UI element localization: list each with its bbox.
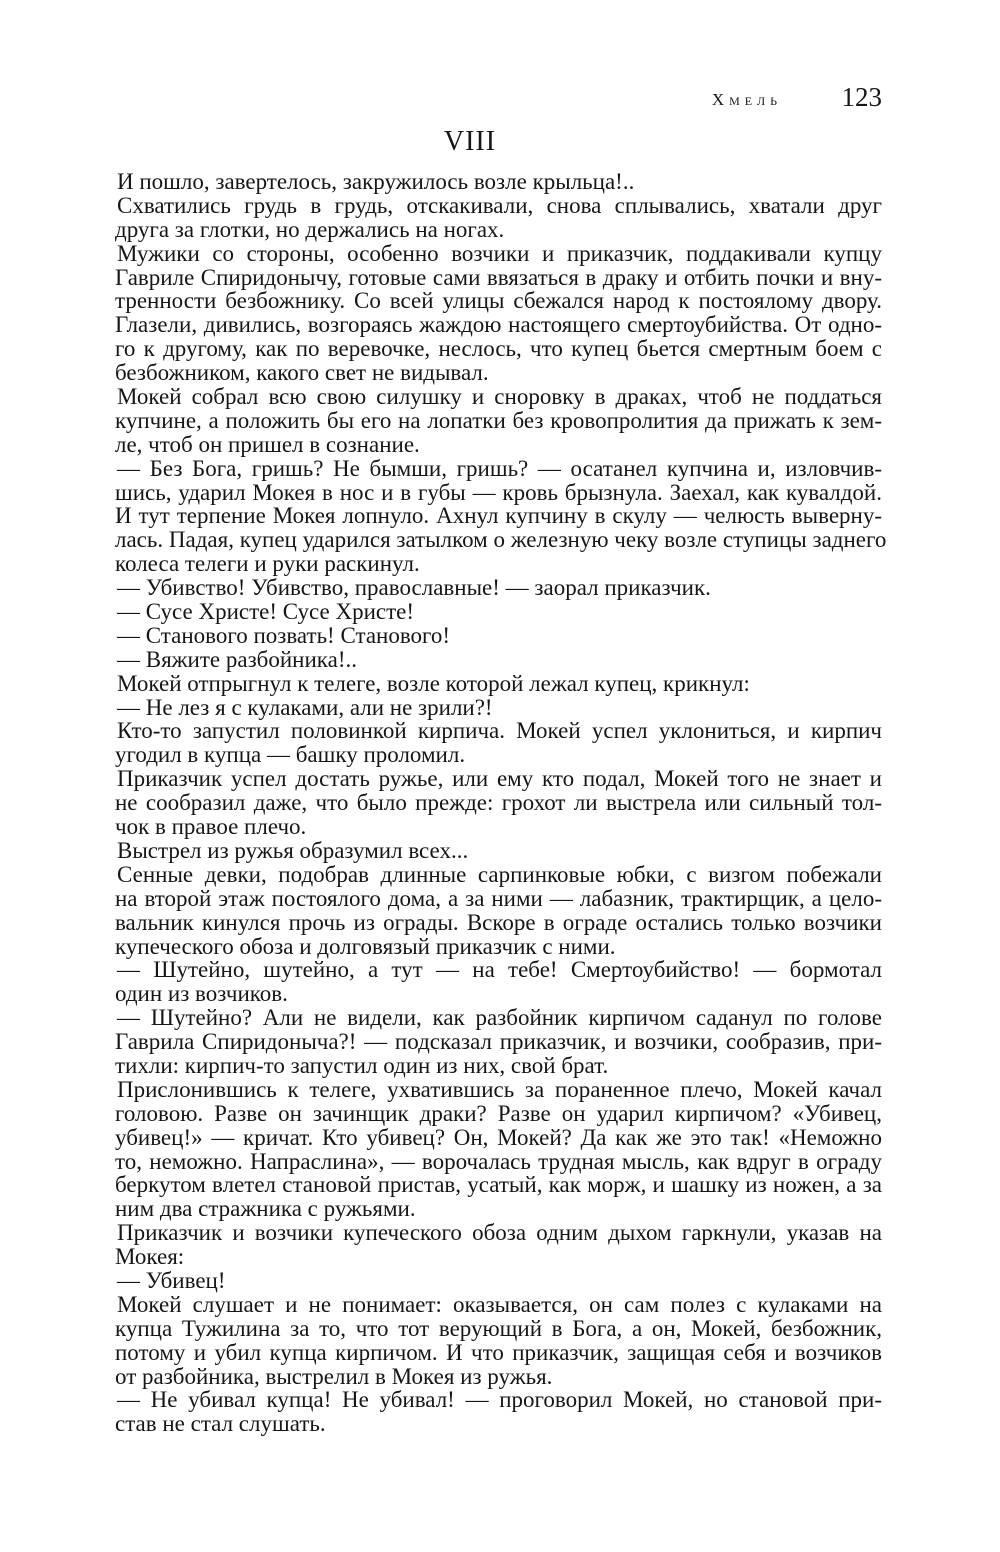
text-line: — Не убивал купца! Не убивал! — проговорил Мокей, но становой при- bbox=[117, 1387, 882, 1413]
text-line: колеса телеги и руки раскинул. bbox=[115, 551, 420, 577]
text-line: безбожником, какого свет не видывал. bbox=[115, 360, 489, 386]
text-line: Приказчик успел достать ружье, или ему кто подал, Мокей того не знает и bbox=[117, 766, 882, 792]
paragraph bbox=[115, 1293, 882, 1389]
text-line: Глазели, дивились, возгораясь жаждою настоящего смертоубийства. От одно- bbox=[115, 312, 882, 338]
text-line: на второй этаж постоялого дома, а за ними — лабазник, трактирщик, а цело- bbox=[115, 885, 882, 911]
paragraph bbox=[115, 385, 882, 457]
text-line: Кто-то запустил половинкой кирпича. Мокей успел уклониться, и кирпич bbox=[117, 718, 882, 744]
paragraph bbox=[115, 1388, 882, 1436]
text-line: чок в правое плечо. bbox=[115, 814, 307, 840]
text-line: Мужики со стороны, особенно возчики и приказчик, поддакивали купцу bbox=[117, 240, 882, 266]
paragraph bbox=[115, 576, 882, 600]
paragraph bbox=[115, 242, 882, 385]
text-line: — Убивец! bbox=[117, 1267, 226, 1293]
paragraph bbox=[115, 1221, 882, 1269]
paragraph bbox=[115, 719, 882, 767]
text-line: то, неможно. Напраслина», — ворочалась трудная мысль, как вдруг в ограду bbox=[115, 1148, 882, 1174]
paragraph bbox=[115, 600, 882, 624]
text-line: Сенные девки, подобрав длинные сарпинковые юбки, с визгом побежали bbox=[117, 861, 882, 887]
text-line: Мокей слушает и не понимает: оказывается, он сам полез с кулаками на bbox=[117, 1291, 882, 1317]
text-line: Мокея: bbox=[115, 1244, 185, 1270]
text-line: не сообразил даже, что было прежде: грохот ли выстрела или сильный тол- bbox=[115, 790, 882, 816]
text-line: купчине, а положить бы его на лопатки без кровопролития да прижать к зем- bbox=[115, 407, 882, 433]
paragraph bbox=[115, 958, 882, 1006]
paragraph bbox=[115, 648, 882, 672]
text-line: вальник кинулся прочь из ограды. Вскоре в ограде остались только возчики bbox=[115, 909, 882, 935]
text-line: угодил в купца — башку проломил. bbox=[115, 742, 466, 768]
text-line: один из возчиков. bbox=[115, 981, 288, 1007]
body-text bbox=[115, 169, 887, 1437]
text-line: — Шутейно, шутейно, а тут — на тебе! Смертоубийство! — бормотал bbox=[117, 957, 882, 983]
text-line: беркутом влетел становой пристав, усатый, как морж, и шашку из ножен, а за bbox=[115, 1172, 882, 1198]
text-line: Приказчик и возчики купеческого обоза одним дыхом гаркнули, указав на bbox=[117, 1220, 882, 1246]
paragraph bbox=[115, 170, 882, 194]
running-head-title: Хмель bbox=[711, 90, 782, 109]
text-line: тихли: кирпич-то запустил один из них, свой брат. bbox=[115, 1052, 609, 1078]
text-line: купеческого обоза и долговязый приказчик с ними. bbox=[115, 933, 616, 959]
running-head bbox=[0, 82, 882, 116]
paragraph bbox=[115, 194, 882, 242]
paragraph bbox=[115, 863, 882, 959]
text-line: Выстрел из ружья образумил всех... bbox=[117, 837, 469, 863]
text-line: Схватились грудь в грудь, отскакивали, снова сплывались, хватали друг bbox=[117, 192, 882, 218]
text-line: — Не лез я с кулаками, али не зрили?! bbox=[117, 694, 493, 720]
text-line: — Сусе Христе! Сусе Христе! bbox=[117, 599, 415, 625]
paragraph bbox=[115, 455, 887, 577]
paragraph bbox=[115, 624, 882, 648]
paragraph bbox=[115, 696, 882, 720]
text-line: лась. Падая, купец ударился затылком о железную чеку возле ступицы заднего bbox=[115, 527, 887, 553]
text-line: головою. Разве он зачинщик драки? Разве он ударил кирпичом? «Убивец, bbox=[115, 1100, 882, 1126]
text-line: став не стал слушать. bbox=[115, 1411, 326, 1437]
paragraph bbox=[115, 672, 882, 696]
text-line: ле, чтоб он пришел в сознание. bbox=[115, 431, 420, 457]
text-line: шись, ударил Мокея в нос и в губы — кровь брызнула. Заехал, как кувалдой. bbox=[115, 479, 882, 505]
text-line: от разбойника, выстрелил в Мокея из ружья. bbox=[115, 1363, 553, 1389]
text-line: Гаврила Спиридоныча?! — подсказал приказчик, и возчики, сообразив, при- bbox=[115, 1029, 882, 1055]
paragraph bbox=[115, 839, 882, 863]
text-line: тренности безбожнику. Со всей улицы сбежался народ к постоялому двору. bbox=[115, 288, 882, 314]
text-line: И тут терпение Мокея лопнуло. Ахнул купчину в скулу — челюсть выверну- bbox=[115, 503, 882, 529]
chapter-number: VIII bbox=[443, 126, 497, 157]
text-line: потому и убил купца кирпичом. И что приказчик, защищая себя и возчиков bbox=[115, 1339, 882, 1365]
text-line: Гавриле Спиридонычу, готовые сами ввязаться в драку и отбить почки и вну- bbox=[115, 264, 882, 290]
paragraph bbox=[115, 767, 882, 839]
text-line: — Без Бога, гришь? Не бымши, гришь? — осатанел купчина и, изловчив- bbox=[117, 455, 882, 481]
text-line: — Станового позвать! Станового! bbox=[117, 622, 451, 648]
text-line: ним два стражника с ружьями. bbox=[115, 1196, 416, 1222]
text-line: Прислонившись к телеге, ухватившись за пораненное плечо, Мокей качал bbox=[117, 1076, 882, 1102]
text-line: купца Тужилина за то, что тот верующий в Бога, а он, Мокей, безбожник, bbox=[115, 1315, 882, 1341]
paragraph bbox=[115, 1006, 882, 1078]
text-line: Мокей отпрыгнул к телеге, возле которой лежал купец, крикнул: bbox=[117, 670, 750, 696]
page-number: 123 bbox=[841, 82, 882, 112]
text-line: — Шутейно? Али не видели, как разбойник кирпичом саданул по голове bbox=[117, 1005, 882, 1031]
paragraph bbox=[115, 1078, 882, 1221]
paragraph bbox=[115, 1269, 882, 1293]
text-line: И пошло, завертелось, закружилось возле крыльца!.. bbox=[117, 169, 635, 194]
text-line: убивец!» — кричат. Кто убивец? Он, Мокей? Да как же это так! «Неможно bbox=[115, 1124, 882, 1150]
text-line: — Вяжите разбойника!.. bbox=[117, 646, 357, 672]
text-line: — Убивство! Убивство, православные! — заорал приказчик. bbox=[117, 575, 711, 601]
text-line: Мокей собрал всю свою силушку и сноровку в драках, чтоб не поддаться bbox=[117, 384, 882, 410]
text-line: го к другому, как по веревочке, неслось, что купец бьется смертным боем с bbox=[115, 336, 882, 362]
text-line: друга за глотки, но держались на ногах. bbox=[115, 216, 505, 242]
